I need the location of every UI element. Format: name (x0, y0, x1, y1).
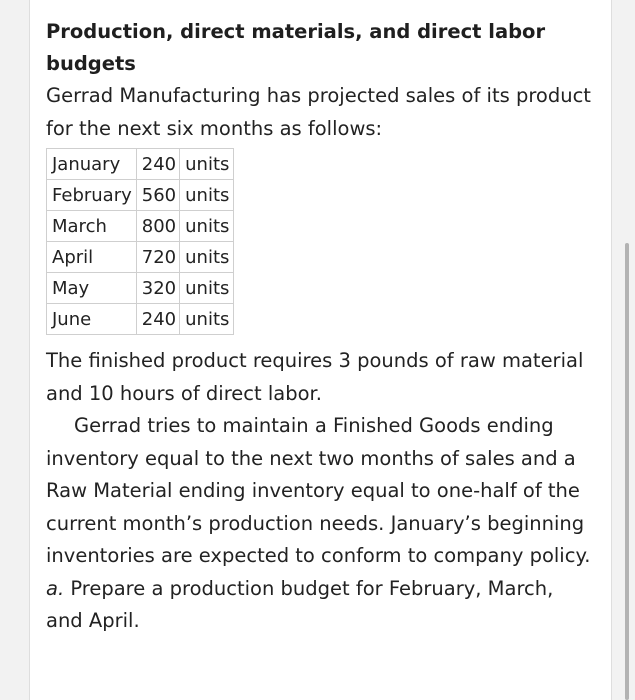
table-row (47, 273, 234, 304)
quantity-cell: 320 (136, 273, 179, 304)
unit-cell: units (180, 149, 234, 180)
table-row (47, 211, 234, 242)
month-cell: February (47, 180, 137, 211)
policy-paragraph: Gerrad tries to maintain a Finished Goods ending inventory equal to the next two months of sales and a Raw Material ending inventory equal to one-half of the current month’s production needs. January’s beginning inventories are expected to conform to company policy. (46, 414, 591, 567)
quantity-cell: 560 (136, 180, 179, 211)
table-row (47, 242, 234, 273)
unit-cell: units (180, 273, 234, 304)
month-cell: March (47, 211, 137, 242)
month-cell: May (47, 273, 137, 304)
part-a-text: Prepare a production budget for February, March, and April. (46, 576, 554, 632)
table-row (47, 304, 234, 335)
month-cell: April (47, 242, 137, 273)
part-a-label: a. (46, 576, 65, 600)
problem-heading: Production, direct materials, and direct labor budgets (46, 20, 546, 75)
unit-cell: units (180, 304, 234, 335)
quantity-cell: 720 (136, 242, 179, 273)
month-cell: June (47, 304, 137, 335)
requirements-paragraph: The finished product requires 3 pounds of raw material and 10 hours of direct labor. (46, 349, 584, 405)
intro-paragraph: Gerrad Manufacturing has projected sales of its product for the next six months as follows: (46, 84, 591, 140)
unit-cell: units (180, 242, 234, 273)
unit-cell: units (180, 180, 234, 211)
part-a-question (46, 573, 591, 638)
quantity-cell: 800 (136, 211, 179, 242)
table-row (47, 149, 234, 180)
scrollbar[interactable] (625, 243, 629, 700)
quantity-cell: 240 (136, 304, 179, 335)
sales-table (46, 148, 234, 335)
quantity-cell: 240 (136, 149, 179, 180)
table-row (47, 180, 234, 211)
document-content (46, 16, 591, 638)
unit-cell: units (180, 211, 234, 242)
month-cell: January (47, 149, 137, 180)
